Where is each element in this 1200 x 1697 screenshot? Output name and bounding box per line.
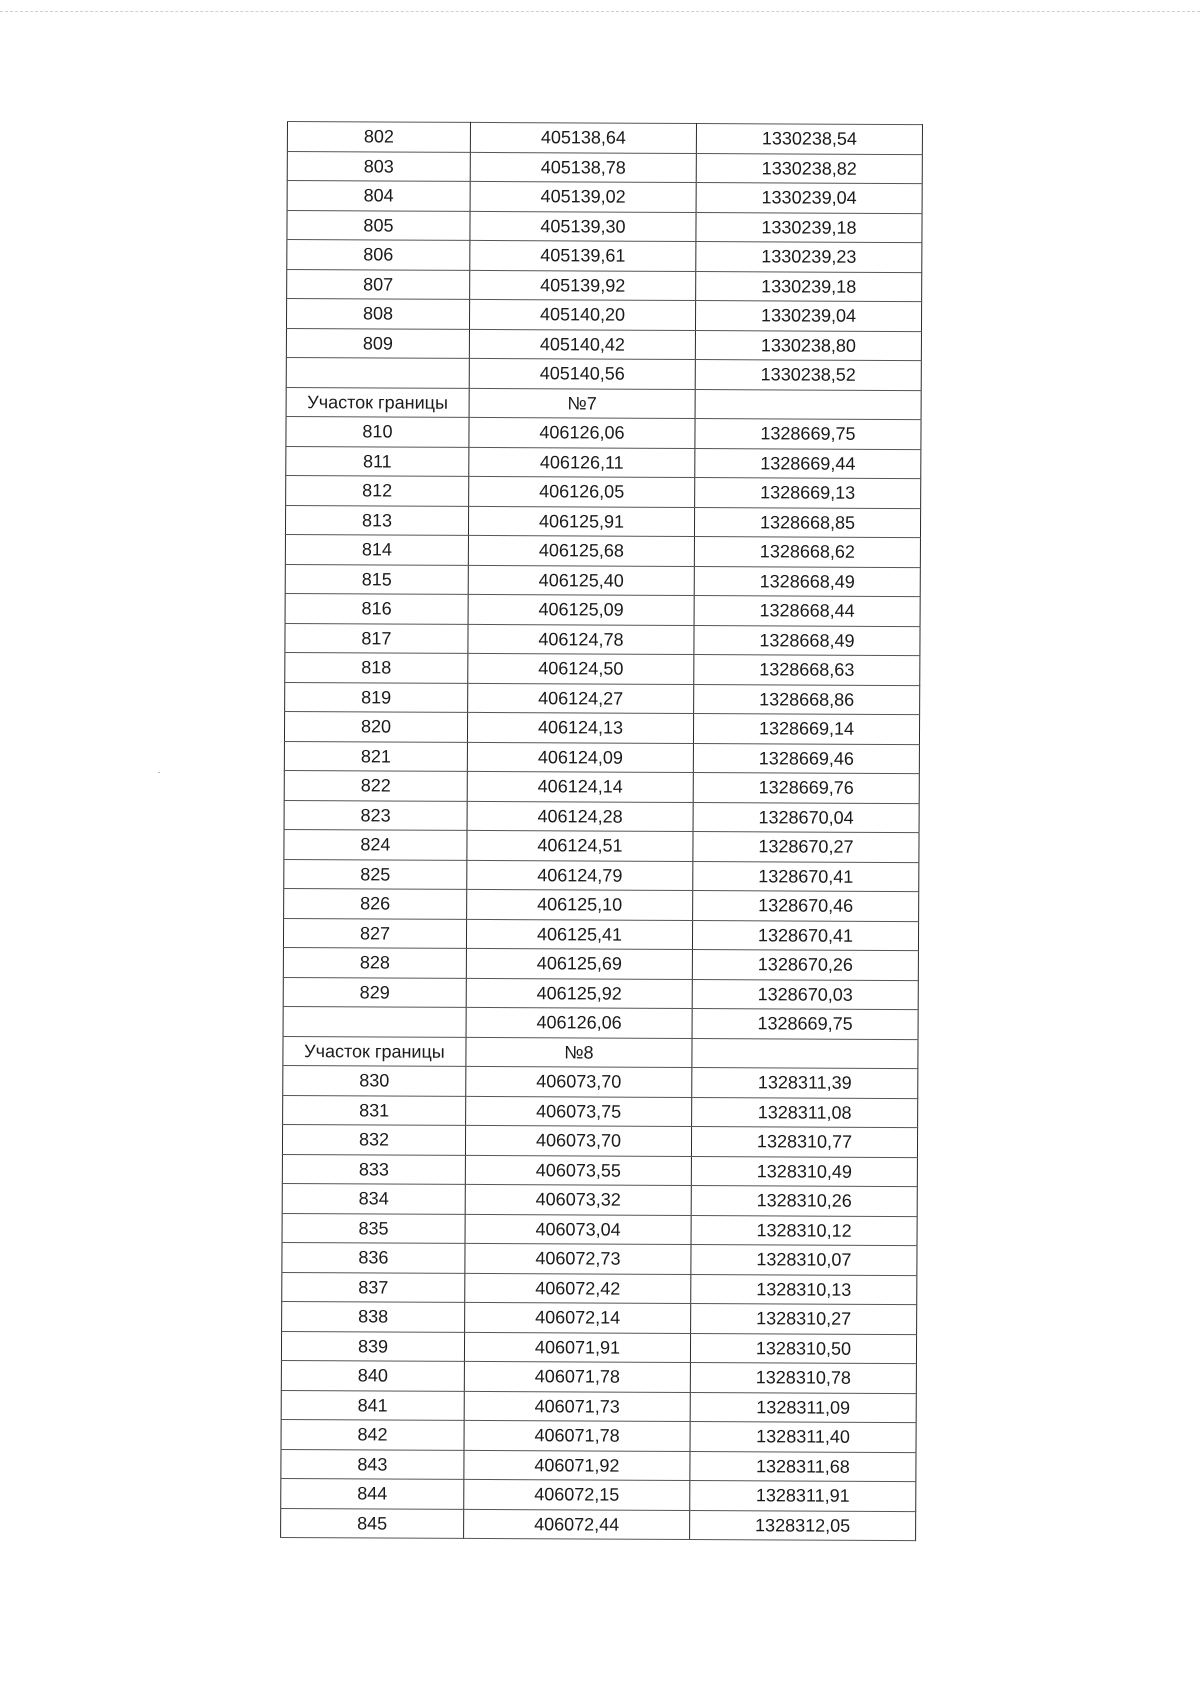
table-row	[287, 269, 922, 302]
table-row	[283, 1006, 918, 1039]
point-number-cell: 837	[282, 1272, 465, 1302]
table-row	[287, 210, 922, 243]
y-coordinate-cell: 1328311,68	[690, 1451, 916, 1482]
x-coordinate-cell: 406126,05	[469, 476, 695, 507]
table-row	[284, 829, 919, 862]
y-coordinate-cell: 1328311,08	[692, 1097, 918, 1128]
x-coordinate-cell: 406071,78	[464, 1361, 690, 1392]
y-coordinate-cell: 1328670,46	[693, 890, 919, 921]
y-coordinate-cell: 1328669,75	[695, 418, 921, 449]
scan-speck	[158, 772, 160, 773]
section-empty-cell	[692, 1038, 918, 1069]
table-row	[285, 652, 920, 685]
x-coordinate-cell: 405139,92	[470, 270, 696, 301]
x-coordinate-cell: 406125,10	[467, 889, 693, 920]
x-coordinate-cell: 406071,78	[464, 1420, 690, 1451]
table-row	[286, 446, 921, 479]
y-coordinate-cell: 1328668,62	[694, 536, 920, 567]
y-coordinate-cell: 1328668,63	[694, 654, 920, 685]
point-number-cell: 838	[282, 1301, 465, 1331]
x-coordinate-cell: 406073,75	[466, 1096, 692, 1127]
point-number-cell: 830	[283, 1065, 466, 1095]
point-number-cell: 807	[287, 269, 470, 299]
y-coordinate-cell: 1330239,18	[696, 271, 922, 302]
y-coordinate-cell: 1328670,03	[692, 979, 918, 1010]
point-number-cell: 814	[285, 534, 468, 564]
table-row	[285, 593, 920, 626]
table-row	[282, 1154, 917, 1187]
x-coordinate-cell: 406073,70	[465, 1125, 691, 1156]
y-coordinate-cell: 1330239,18	[696, 212, 922, 243]
point-number-cell: 824	[284, 829, 467, 859]
table-row	[281, 1508, 916, 1541]
y-coordinate-cell: 1328668,44	[694, 595, 920, 626]
table-row	[286, 475, 921, 508]
x-coordinate-cell: 406124,28	[467, 801, 693, 832]
point-number-cell: 818	[285, 652, 468, 682]
point-number-cell: 836	[282, 1242, 465, 1272]
point-number-cell: 820	[284, 711, 467, 741]
x-coordinate-cell: 406125,91	[468, 506, 694, 537]
coordinates-table-body	[281, 122, 923, 1541]
y-coordinate-cell: 1328669,46	[693, 743, 919, 774]
point-number-cell: 817	[285, 623, 468, 653]
point-number-cell: 833	[282, 1154, 465, 1184]
y-coordinate-cell: 1328669,76	[693, 772, 919, 803]
table-row	[281, 1360, 916, 1393]
table-row	[281, 1478, 916, 1511]
y-coordinate-cell: 1328310,77	[691, 1126, 917, 1157]
x-coordinate-cell: 406073,32	[465, 1184, 691, 1215]
table-row	[283, 947, 918, 980]
document-page	[280, 121, 922, 1585]
y-coordinate-cell: 1328668,86	[694, 684, 920, 715]
point-number-cell: 832	[282, 1124, 465, 1154]
table-row	[287, 151, 922, 184]
table-row	[284, 711, 919, 744]
section-header-row	[283, 1036, 918, 1069]
table-row	[285, 564, 920, 597]
x-coordinate-cell: 406125,92	[466, 978, 692, 1009]
point-number-cell: 840	[281, 1360, 464, 1390]
table-row	[283, 1095, 918, 1128]
x-coordinate-cell: 406073,70	[466, 1066, 692, 1097]
table-row	[287, 240, 922, 273]
y-coordinate-cell: 1328668,85	[694, 507, 920, 538]
point-number-cell: 841	[281, 1390, 464, 1420]
point-number-cell: 813	[285, 505, 468, 535]
x-coordinate-cell: 406124,51	[467, 830, 693, 861]
table-row	[282, 1124, 917, 1157]
y-coordinate-cell: 1328311,40	[690, 1421, 916, 1452]
point-number-cell: 844	[281, 1478, 464, 1508]
x-coordinate-cell: 406072,44	[464, 1509, 690, 1540]
point-number-cell: 834	[282, 1183, 465, 1213]
table-row	[282, 1183, 917, 1216]
table-row	[281, 1419, 916, 1452]
table-row	[281, 1390, 916, 1423]
table-row	[283, 918, 918, 951]
x-coordinate-cell: 406126,06	[466, 1007, 692, 1038]
y-coordinate-cell: 1328669,13	[695, 477, 921, 508]
y-coordinate-cell: 1328310,12	[691, 1215, 917, 1246]
table-row	[281, 1331, 916, 1364]
y-coordinate-cell: 1330238,54	[696, 124, 922, 155]
table-row	[286, 416, 921, 449]
x-coordinate-cell: 405139,02	[470, 181, 696, 212]
x-coordinate-cell: 406124,09	[467, 742, 693, 773]
point-number-cell: 816	[285, 593, 468, 623]
y-coordinate-cell: 1328670,41	[692, 920, 918, 951]
table-row	[286, 299, 921, 332]
x-coordinate-cell: 406124,50	[468, 653, 694, 684]
section-label-cell: Участок границы	[283, 1036, 466, 1066]
point-number-cell: 822	[284, 770, 467, 800]
point-number-cell: 815	[285, 564, 468, 594]
x-coordinate-cell: 405140,42	[469, 329, 695, 360]
y-coordinate-cell: 1328670,26	[692, 949, 918, 980]
x-coordinate-cell: 406125,69	[466, 948, 692, 979]
point-number-cell: 843	[281, 1449, 464, 1479]
point-number-cell: 804	[287, 181, 470, 211]
y-coordinate-cell: 1330239,23	[696, 241, 922, 272]
y-coordinate-cell: 1328310,27	[691, 1303, 917, 1334]
table-row	[282, 1242, 917, 1275]
y-coordinate-cell: 1328310,78	[690, 1362, 916, 1393]
y-coordinate-cell: 1328669,14	[693, 713, 919, 744]
y-coordinate-cell: 1328670,27	[693, 831, 919, 862]
table-row	[282, 1213, 917, 1246]
y-coordinate-cell: 1328312,05	[690, 1510, 916, 1541]
x-coordinate-cell: 405138,78	[470, 152, 696, 183]
table-row	[287, 181, 922, 214]
point-number-cell: 821	[284, 741, 467, 771]
y-coordinate-cell: 1328310,13	[691, 1274, 917, 1305]
section-number-cell: №7	[469, 388, 695, 419]
x-coordinate-cell: 406071,91	[464, 1332, 690, 1363]
table-row	[285, 623, 920, 656]
x-coordinate-cell: 406124,27	[468, 683, 694, 714]
x-coordinate-cell: 406125,09	[468, 594, 694, 625]
y-coordinate-cell: 1328670,41	[693, 861, 919, 892]
point-number-cell	[283, 1006, 466, 1036]
table-row	[285, 505, 920, 538]
x-coordinate-cell: 406124,14	[467, 771, 693, 802]
table-row	[284, 741, 919, 774]
section-label-cell: Участок границы	[286, 387, 469, 417]
x-coordinate-cell: 406124,13	[467, 712, 693, 743]
table-row	[283, 977, 918, 1010]
x-coordinate-cell: 406124,78	[468, 624, 694, 655]
point-number-cell: 819	[285, 682, 468, 712]
y-coordinate-cell: 1328669,75	[692, 1008, 918, 1039]
table-row	[285, 534, 920, 567]
y-coordinate-cell: 1328311,91	[690, 1480, 916, 1511]
section-empty-cell	[695, 389, 921, 420]
point-number-cell: 810	[286, 416, 469, 446]
point-number-cell: 827	[283, 918, 466, 948]
point-number-cell: 803	[287, 151, 470, 181]
y-coordinate-cell: 1328310,49	[691, 1156, 917, 1187]
y-coordinate-cell: 1328310,26	[691, 1185, 917, 1216]
table-row	[287, 122, 922, 155]
x-coordinate-cell: 405138,64	[470, 122, 696, 153]
y-coordinate-cell: 1328670,04	[693, 802, 919, 833]
table-row	[284, 800, 919, 833]
x-coordinate-cell: 406072,15	[464, 1479, 690, 1510]
table-row	[283, 1065, 918, 1098]
point-number-cell: 829	[283, 977, 466, 1007]
x-coordinate-cell: 406073,04	[465, 1214, 691, 1245]
point-number-cell: 805	[287, 210, 470, 240]
point-number-cell: 808	[286, 299, 469, 329]
y-coordinate-cell: 1328668,49	[694, 566, 920, 597]
section-header-row	[286, 387, 921, 420]
point-number-cell: 806	[287, 240, 470, 270]
table-row	[282, 1301, 917, 1334]
x-coordinate-cell: 406072,14	[465, 1302, 691, 1333]
x-coordinate-cell: 406125,41	[466, 919, 692, 950]
x-coordinate-cell: 405139,30	[470, 211, 696, 242]
table-row	[281, 1449, 916, 1482]
x-coordinate-cell: 405139,61	[470, 240, 696, 271]
point-number-cell: 825	[284, 859, 467, 889]
table-row	[282, 1272, 917, 1305]
y-coordinate-cell: 1328669,44	[695, 448, 921, 479]
x-coordinate-cell: 406071,92	[464, 1450, 690, 1481]
table-row	[286, 328, 921, 361]
table-row	[286, 357, 921, 390]
point-number-cell: 845	[281, 1508, 464, 1538]
point-number-cell: 823	[284, 800, 467, 830]
x-coordinate-cell: 406126,11	[469, 447, 695, 478]
x-coordinate-cell: 406125,40	[468, 565, 694, 596]
point-number-cell: 839	[281, 1331, 464, 1361]
y-coordinate-cell: 1330239,04	[695, 300, 921, 331]
table-row	[284, 770, 919, 803]
point-number-cell: 831	[283, 1095, 466, 1125]
point-number-cell: 812	[286, 475, 469, 505]
x-coordinate-cell: 405140,56	[469, 358, 695, 389]
y-coordinate-cell: 1328311,09	[690, 1392, 916, 1423]
table-row	[285, 682, 920, 715]
point-number-cell: 828	[283, 947, 466, 977]
y-coordinate-cell: 1330239,04	[696, 183, 922, 214]
x-coordinate-cell: 406126,06	[469, 417, 695, 448]
x-coordinate-cell: 406071,73	[464, 1391, 690, 1422]
y-coordinate-cell: 1328311,39	[692, 1067, 918, 1098]
point-number-cell: 835	[282, 1213, 465, 1243]
coordinates-table	[280, 121, 923, 1541]
x-coordinate-cell: 406072,73	[465, 1243, 691, 1274]
x-coordinate-cell: 406072,42	[465, 1273, 691, 1304]
point-number-cell: 842	[281, 1419, 464, 1449]
y-coordinate-cell: 1330238,52	[695, 359, 921, 390]
table-row	[284, 888, 919, 921]
y-coordinate-cell: 1330238,82	[696, 153, 922, 184]
section-number-cell: №8	[466, 1037, 692, 1068]
point-number-cell: 826	[284, 888, 467, 918]
y-coordinate-cell: 1330238,80	[695, 330, 921, 361]
point-number-cell	[286, 357, 469, 387]
scan-top-edge	[0, 11, 1200, 12]
y-coordinate-cell: 1328310,50	[690, 1333, 916, 1364]
y-coordinate-cell: 1328310,07	[691, 1244, 917, 1275]
x-coordinate-cell: 406073,55	[465, 1155, 691, 1186]
x-coordinate-cell: 406125,68	[468, 535, 694, 566]
point-number-cell: 811	[286, 446, 469, 476]
point-number-cell: 802	[287, 122, 470, 152]
y-coordinate-cell: 1328668,49	[694, 625, 920, 656]
x-coordinate-cell: 405140,20	[469, 299, 695, 330]
x-coordinate-cell: 406124,79	[467, 860, 693, 891]
table-row	[284, 859, 919, 892]
point-number-cell: 809	[286, 328, 469, 358]
